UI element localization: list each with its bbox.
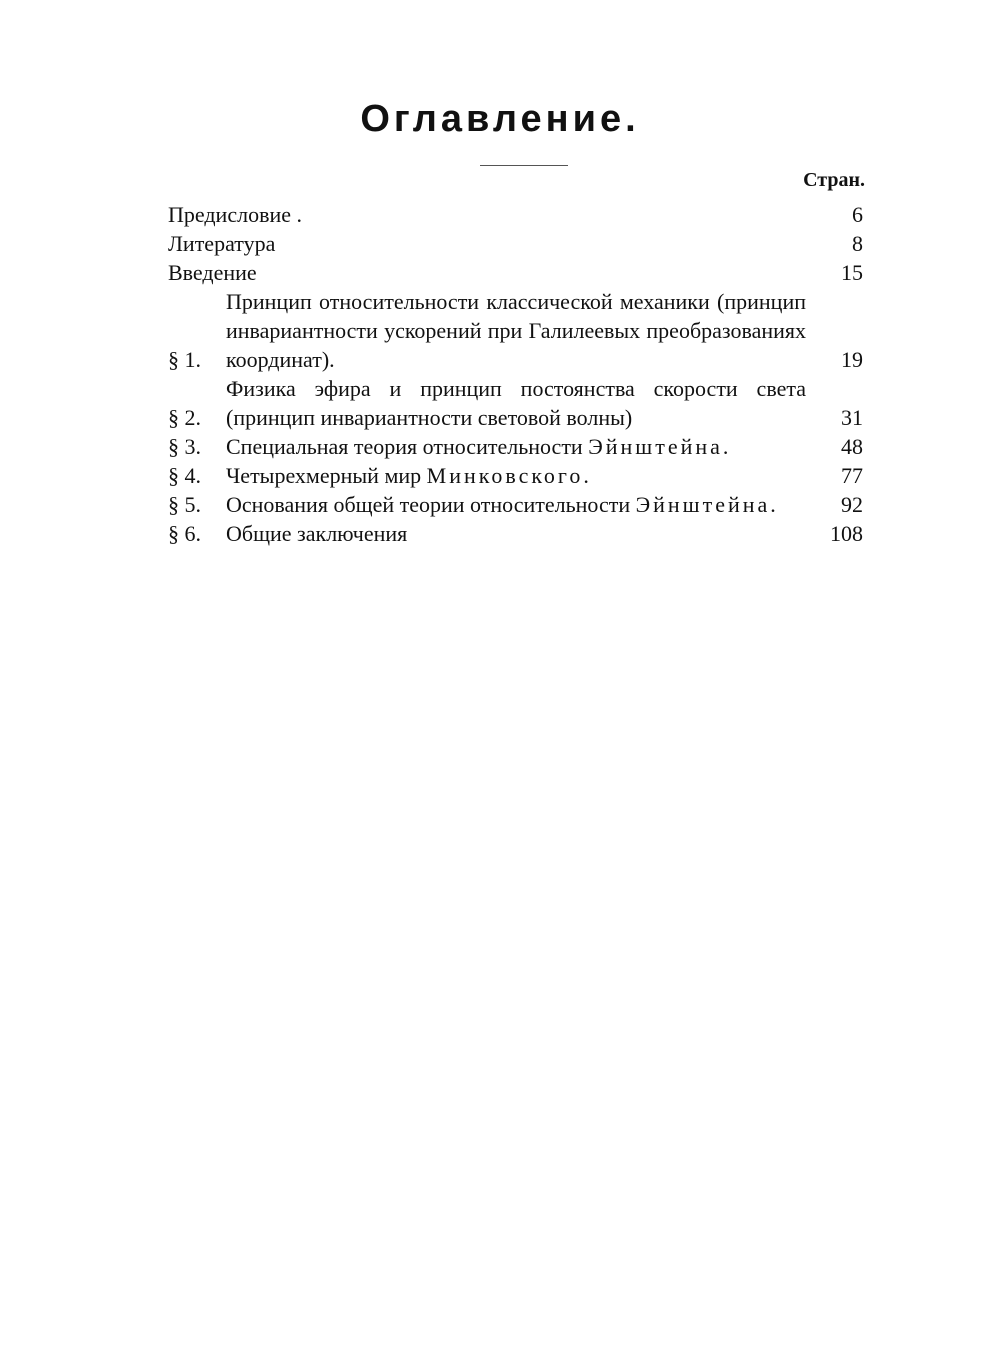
toc-entry-page: 8: [852, 231, 863, 256]
toc-entry-text: Предисловие .: [168, 202, 302, 227]
toc-entry-literature: [168, 229, 863, 258]
toc-entry-page: 92: [841, 492, 863, 517]
toc-section-number: § 6.: [168, 521, 201, 546]
page-column-label: Стран.: [803, 169, 865, 191]
toc-entry-text: Введение: [168, 260, 257, 285]
page-title: Оглавление.: [360, 98, 640, 140]
toc-section-number: § 2.: [168, 405, 201, 430]
toc-section-number: § 4.: [168, 463, 201, 488]
title-divider: [480, 165, 568, 166]
toc-entry-page: 108: [830, 521, 863, 546]
toc-entry-page: 19: [841, 347, 863, 372]
toc-entry-text-prefix: Четырехмерный мир: [226, 463, 422, 488]
toc-entry-page: 31: [841, 405, 863, 430]
toc-entry-section-4: [168, 461, 863, 490]
toc-section-number: § 1.: [168, 347, 201, 372]
toc-entry-text-prefix: Основания общей теории относительности: [226, 492, 631, 517]
toc-entry-text: Физика эфира и принцип постоянства скорости света (принцип инвариантности световой волны): [226, 376, 806, 430]
toc-entry-section-6: [168, 519, 863, 548]
toc-entry-text: Принцип относительности классической механики (принцип инвариантности ускорений при Галилеевых преобразованиях координат).: [226, 289, 806, 372]
toc-entry-author-name: Эйнштейна.: [635, 492, 779, 517]
toc-entry-text: [226, 461, 806, 490]
toc-entry-text: Общие заключения: [226, 521, 408, 546]
toc-entry-author-name: Эйнштейна.: [588, 434, 732, 459]
toc-section-number: § 5.: [168, 492, 201, 517]
toc-entry-text: [226, 432, 806, 461]
toc-entry-preface: [168, 200, 863, 229]
toc-entry-page: 48: [841, 434, 863, 459]
toc-entry-page: 77: [841, 463, 863, 488]
toc-entry-section-5: [168, 490, 863, 519]
toc-entry-page: 6: [852, 202, 863, 227]
toc-entry-page: 15: [841, 260, 863, 285]
toc-entry-section-1: [168, 287, 863, 374]
toc-section-number: § 3.: [168, 434, 201, 459]
toc-entry-author-name: Минковского.: [426, 463, 592, 488]
table-of-contents: [168, 200, 863, 548]
toc-entry-section-3: [168, 432, 863, 461]
toc-entry-text: Литература: [168, 231, 276, 256]
toc-entry-introduction: [168, 258, 863, 287]
toc-entry-text: [226, 490, 806, 519]
toc-entry-text-prefix: Специальная теория относительности: [226, 434, 583, 459]
toc-entry-section-2: [168, 374, 863, 432]
